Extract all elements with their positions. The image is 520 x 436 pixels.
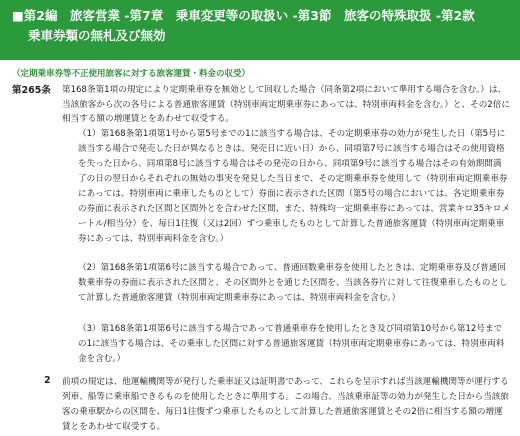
item-text: 第168条第1項第6号に該当する場合であって普通乗車券を使用したとき及び同項第10号から第12号までの1に該当する場合は、その乗車した区間に対する普通旅客運賃（特別車両定期乗車券にあっては、特別車両料金を含む。）: [78, 324, 505, 364]
article-number: 第265条: [12, 85, 51, 96]
item-number: （2）: [78, 263, 101, 273]
list-item: [78, 322, 510, 367]
section-header: [0, 0, 520, 60]
header-breadcrumb: ■第2編 旅客営業 -第7章 乗車変更等の取扱い -第3節 旅客の特殊取扱 -第2款: [12, 8, 475, 23]
item-number: （3）: [78, 324, 101, 334]
paragraph-body: 前項の規定は、他運輸機関等が発行した乗車証又は証明書であって、これらを呈示すれば当該運輸機関等が運行する列車、船等に乗車船できるものを使用したときに準用する。この場合、当該乗車証等の効力が発生した日から当該旅客の乗車駅からの区間を、毎日1往復ずつ乗車したものとして計算した普通旅客運賃とその2倍に相当する額の増運賃とをあわせて収受する。: [62, 377, 509, 432]
header-subtitle: 乗車券類の無札及び無効: [28, 28, 166, 43]
item-number: （1）: [78, 129, 101, 139]
article-body: 第168条第1項の規定により定期乗車券を無効として回収した場合（同条第2項において準用する場合を含む。）は、当該旅客から次の各号による普通旅客運賃（特別車両定期乗車券にあっては、特別車両料金を含む。）と、その2倍に相当する額の増運賃とをあわせて収受する。: [62, 85, 510, 124]
item-text: 第168条第1項第6号に該当する場合であって、普通回数乗車券を使用したときは、定期乗車券及び普通回数乗車券の券面に表示された区間と、その区間外とを通じた区間を、当該各券片に対して往復乗車したものとして計算した普通旅客運賃（特別車両定期乗車券にあっては、特別車両料金を含む。）: [78, 263, 508, 303]
item-text: 第168条第1項第1号から第5号までの1に該当する場合は、その定期乗車券の効力が発生した日（第5号に該当する場合で発売した日が異なるときは、発売日に近い日）から、同項第7号に該当する場合はその使用資格を失った日から、同項第8号に該当する場合はその発売の日から、同項第9号に該当する場合はその有効期間満了の日の翌日からそれぞれの無効の事実を発見した当日まで、その定期乗車券を使用して（特別車両定期乗車券にあっては、特別車両に乗車したものとして）券面に表示された区間（第5号の場合においては、各定期乗車券の券面に表示された区間と区間外とを合わせた区間、また、特殊均一定期乗車券にあっては、営業キロ35キロメートル/相当分）を、毎日1往復（又は2回）ずつ乗車したものとして計算した普通旅客運賃（特別車両定期乗車券にあっては、特別車両料金を含む。）: [78, 129, 510, 244]
list-item: [78, 127, 510, 247]
list-item: [78, 261, 510, 306]
article-caption: （定期乗車券等不正使用旅客に対する旅客運賃・料金の収受）: [12, 69, 251, 79]
paragraph-number: 2: [44, 375, 51, 386]
